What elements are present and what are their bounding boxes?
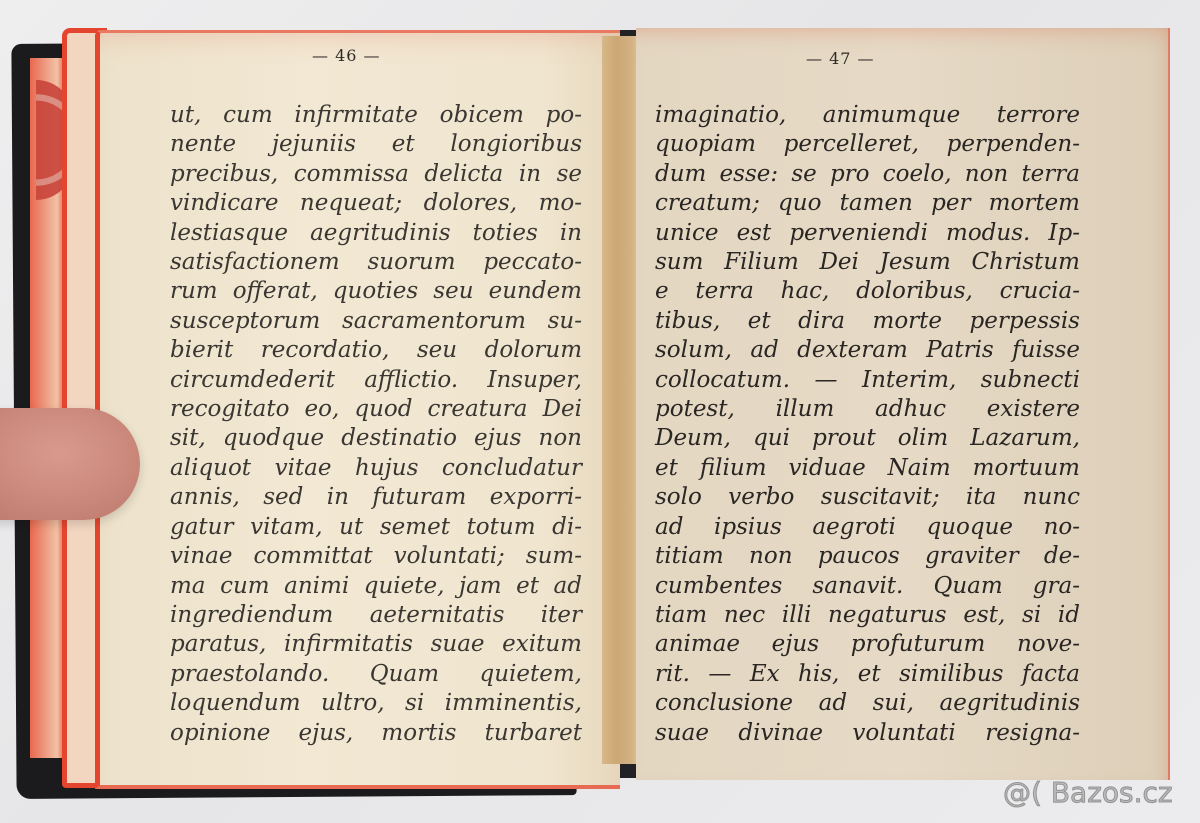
left-page-text [170,101,582,748]
text-line: solo verbo suscitavit; ita nunc [655,484,1080,511]
text-line: rit. — Ex his, et similibus facta [655,660,1080,687]
text-line: ad ipsius aegroti quoque no- [655,513,1080,540]
text-line: creatum; quo tamen per mortem [655,190,1080,217]
text-line: aliquot vitae hujus concludatur [170,454,582,481]
text-line: collocatum. — Interim, subnecti [655,366,1080,393]
text-line: solum, ad dexteram Patris fuisse [655,337,1080,364]
text-line: lestiasque aegritudinis toties in [170,219,582,246]
text-line: vinae committat voluntati; sum- [170,543,582,570]
text-line: paratus, infirmitatis suae exitum [170,631,582,658]
text-line: Deum, qui prout olim Lazarum, [655,425,1080,452]
text-line: bierit recordatio, seu dolorum [170,337,582,364]
text-line: sum Filium Dei Jesum Christum [655,249,1080,276]
text-line: dum esse: se pro coelo, non terra [655,160,1080,187]
thumb-holding-page [0,408,140,520]
text-line: satisfactionem suorum peccato- [170,249,582,276]
right-page-text [655,101,1080,748]
text-line: gatur vitam, ut semet totum di- [170,513,582,540]
text-line: unice est perveniendi modus. Ip- [655,219,1080,246]
text-line: e terra hac, doloribus, crucia- [655,278,1080,305]
text-line: recogitato eo, quod creatura Dei [170,396,582,423]
text-line: praestolando. Quam quietem, [170,660,582,687]
text-line: loquendum ultro, si imminentis, [170,690,582,717]
text-line: imaginatio, animumque terrore [655,102,1080,128]
text-line: ma cum animi quiete, jam et ad [170,572,582,599]
text-line: conclusione ad sui, aegritudinis [655,690,1080,717]
text-line: cumbentes sanavit. Quam gra- [655,572,1080,599]
text-line: ingrediendum aeternitatis iter [170,601,582,628]
text-line: animae ejus profuturum nove- [655,631,1080,658]
page-number-left: — 46 — [312,46,381,65]
text-line: vindicare nequeat; dolores, mo- [170,190,582,217]
text-line: opinione ejus, mortis turbaret [170,719,582,746]
text-line: susceptorum sacramentorum su- [170,307,582,334]
page-number-right: — 47 — [806,49,875,68]
text-line: tiam nec illi negaturus est, si id [655,601,1080,628]
text-line: et filium viduae Naim mortuum [655,454,1080,481]
text-line: potest, illum adhuc existere [655,396,1080,423]
watermark-bazos: @( Bazos.cz [1003,776,1173,809]
text-line: titiam non paucos graviter de- [655,543,1080,570]
text-line: circumdederit afflictio. Insuper, [170,366,582,393]
text-line: rum offerat, quoties seu eundem [170,278,582,305]
text-line: nente jejuniis et longioribus [170,131,582,158]
text-line: suae divinae voluntati resigna- [655,719,1080,746]
text-line: ut, cum infirmitate obicem po- [170,102,582,128]
text-line: annis, sed in futuram exporri- [170,484,582,511]
text-line: precibus, commissa delicta in se [170,160,582,187]
text-line: sit, quodque destinatio ejus non [170,425,582,452]
text-line: tibus, et dira morte perpessis [655,307,1080,334]
text-line: quopiam percelleret, perpenden- [655,131,1080,158]
